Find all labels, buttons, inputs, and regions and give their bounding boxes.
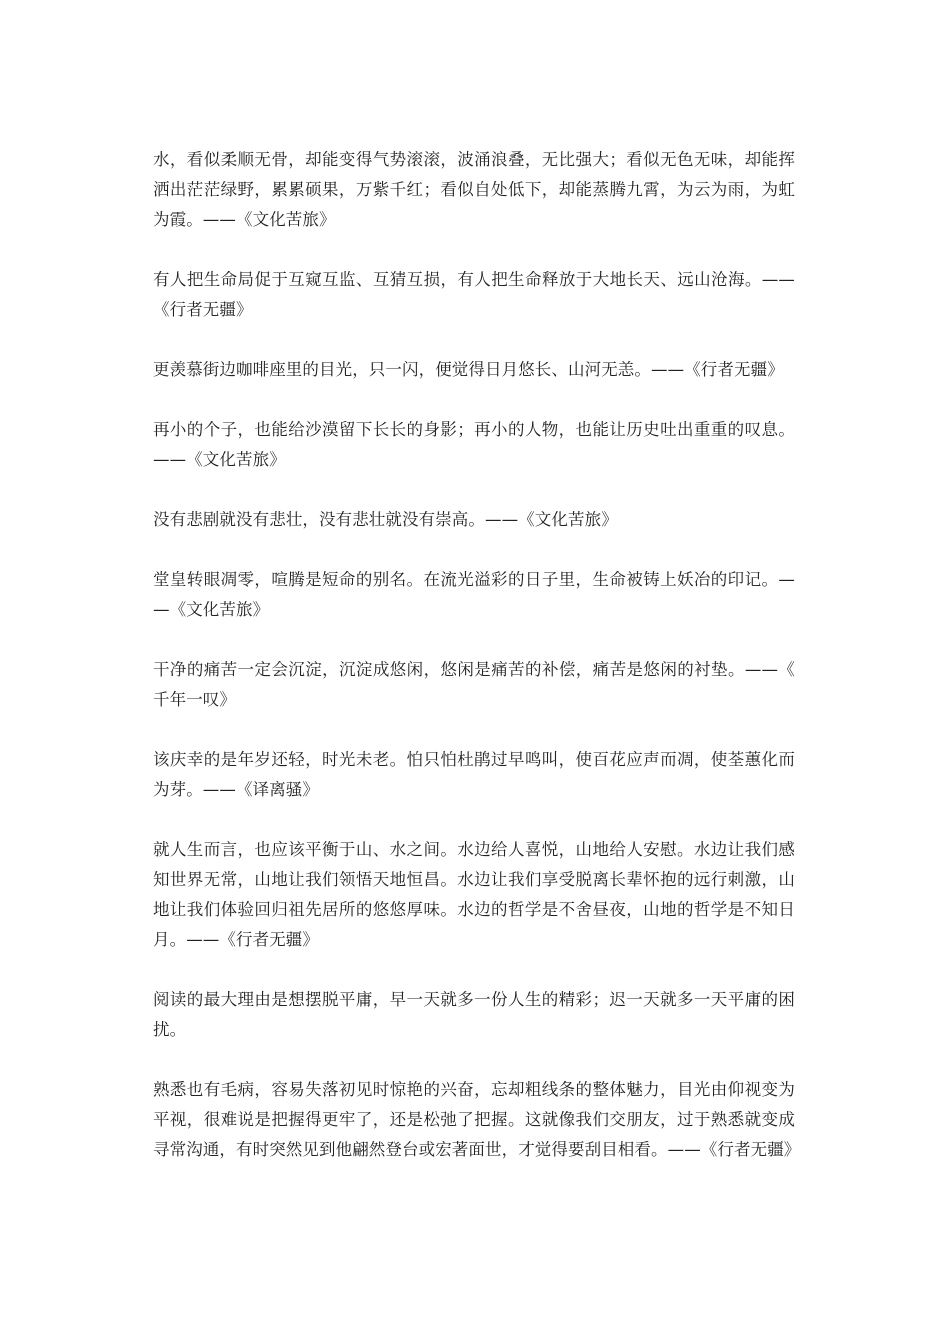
quote-paragraph: 干净的痛苦一定会沉淀，沉淀成悠闲，悠闲是痛苦的补偿，痛苦是悠闲的衬垫。——《千年一叹》 [153, 660, 795, 709]
quote-paragraph: 熟悉也有毛病，容易失落初见时惊艳的兴奋，忘却粗线条的整体魅力，目光由仰视变为平视，很难说是把握得更牢了，还是松弛了把握。这就像我们交朋友，过于熟悉就变成寻常沟通，有时突然见到他翩然登台或宏著面世，才觉得要刮目相看。——《行者无疆》 [153, 1080, 801, 1159]
quote-paragraph: 更羡慕街边咖啡座里的目光，只一闪，便觉得日月悠长、山河无恙。——《行者无疆》 [153, 360, 784, 379]
quote-list [153, 145, 801, 1195]
quote-paragraph: 堂皇转眼凋零，喧腾是短命的别名。在流光溢彩的日子里，生命被铸上妖冶的印记。——《文化苦旅》 [153, 570, 795, 619]
quote-paragraph: 没有悲剧就没有悲壮，没有悲壮就没有崇高。——《文化苦旅》 [153, 510, 618, 529]
quote-paragraph: 阅读的最大理由是想摆脱平庸，早一天就多一份人生的精彩；迟一天就多一天平庸的困扰。 [153, 990, 795, 1039]
quote-paragraph: 就人生而言，也应该平衡于山、水之间。水边给人喜悦，山地给人安慰。水边让我们感知世界无常，山地让我们领悟天地恒昌。水边让我们享受脱离长辈怀抱的远行刺激，山地让我们体验回归祖先居所的悠悠厚味。水边的哲学是不舍昼夜，山地的哲学是不知日月。——《行者无疆》 [153, 840, 795, 949]
quote-paragraph: 再小的个子，也能给沙漠留下长长的身影；再小的人物，也能让历史吐出重重的叹息。——《文化苦旅》 [153, 420, 795, 469]
quote-paragraph: 有人把生命局促于互窥互监、互猜互损，有人把生命释放于大地长天、远山沧海。——《行者无疆》 [153, 270, 795, 319]
quote-paragraph: 水，看似柔顺无骨，却能变得气势滚滚，波涌浪叠，无比强大；看似无色无味，却能挥洒出茫茫绿野，累累硕果，万紫千红；看似自处低下，却能蒸腾九霄，为云为雨，为虹为霞。——《文化苦旅》 [153, 150, 795, 229]
quote-paragraph: 该庆幸的是年岁还轻，时光未老。怕只怕杜鹃过早鸣叫，使百花应声而凋，使荃蕙化而为芽。——《译离骚》 [153, 750, 795, 799]
